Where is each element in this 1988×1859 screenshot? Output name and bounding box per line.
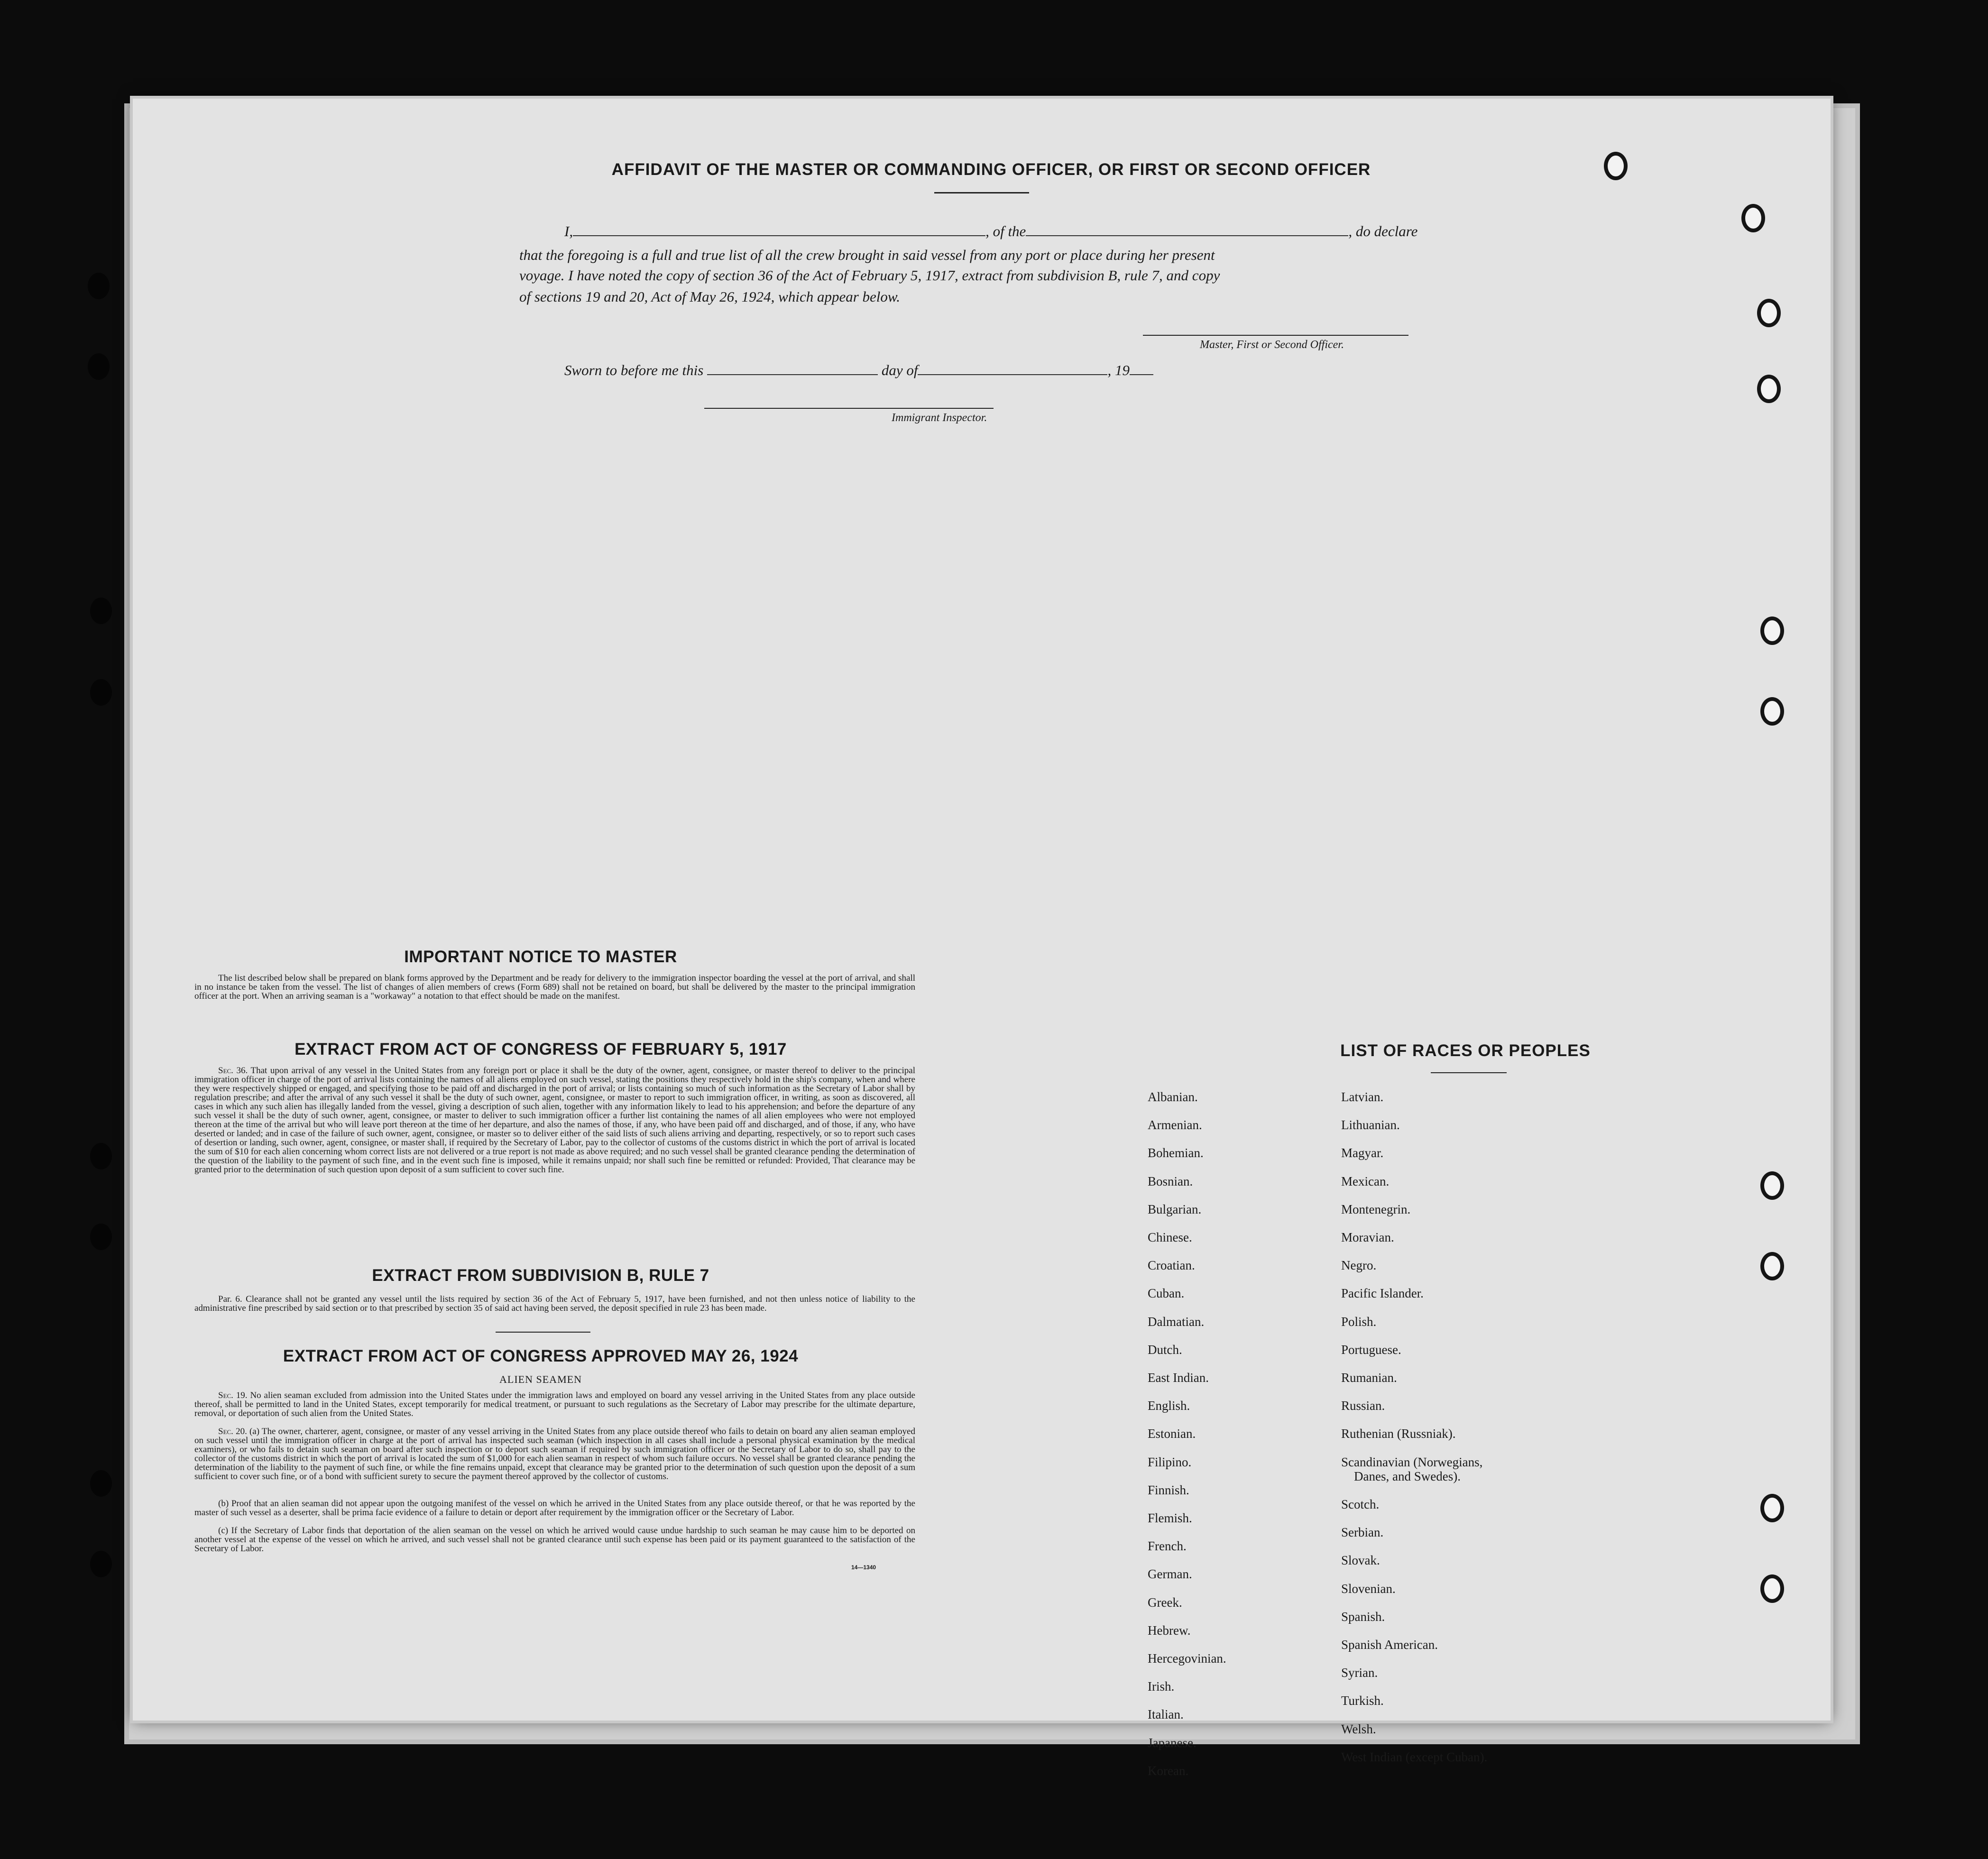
rule-7-title: EXTRACT FROM SUBDIVISION B, RULE 7 [372, 1266, 709, 1285]
punch-hole [90, 1470, 112, 1497]
race-item: Armenian. [1148, 1118, 1202, 1132]
punch-hole [90, 598, 112, 624]
race-item: East Indian. [1148, 1371, 1209, 1385]
document-page [133, 99, 1831, 1778]
race-item: French. [1148, 1539, 1187, 1554]
punch-hole [88, 353, 110, 380]
race-item: Portuguese. [1341, 1342, 1401, 1357]
sec-20a-text: (a) The owner, charterer, agent, consignee, or master of any vessel arriving in the United States from any place outside thereof who fails to detain on board any alien seaman employed on such vessel until the immigration officer in charge at the port of arrival has inspected such seaman (which inspection in all cases shall include a personal physical examination by the medical examiners), or who fails to detain such seaman on board after such inspection or to deport such seaman if required by such immigration officer or the Secretary of Labor to do so, shall pay to the collector of the customs district in which the port of arrival is located the sum of $1,000 for each alien seaman in respect of whom such failure occurs. No vessel shall be granted clearance pending the determination of the liability to the payment of such fine, or while the fine remains unpaid, except that clearance may be granted prior to the determination of such question upon the deposit of a sum sufficient to cover such fine, or of a bond with sufficient surety to secure the payment thereof approved by the collector of customs. [194, 1426, 915, 1482]
race-item: Magyar. [1341, 1146, 1384, 1160]
notice-text: The list described below shall be prepared on blank forms approved by the Department and be ready for delivery to the immigration inspector boarding the vessel at the port of arrival, and shall in no instance be taken from the vessel. The list of changes of alien members of crews (Form 689) shall not be retained on board, but shall be delivered by the master to the principal immigration officer at the port. When an arriving seaman is a "workaway" a notation to that effect should be made on the manifest. [194, 973, 915, 1001]
race-item: Latvian. [1341, 1090, 1384, 1104]
race-item: Dutch. [1148, 1342, 1182, 1357]
ring-hole [1760, 1252, 1784, 1280]
race-item: Hercegovinian. [1148, 1651, 1226, 1666]
vessel-blank [1026, 223, 1348, 236]
year-prefix: , 19 [1107, 362, 1130, 378]
race-item: Turkish. [1341, 1693, 1384, 1708]
affidavit-line-4: of sections 19 and 20, Act of May 26, 1924, which appear below. [519, 288, 901, 305]
sworn-to: Sworn to before me this [564, 362, 704, 378]
race-item: Negro. [1341, 1258, 1377, 1273]
race-item: Filipino. [1148, 1454, 1192, 1469]
ring-hole [1741, 204, 1765, 232]
race-item: Russian. [1341, 1399, 1385, 1413]
sec-36-text: That upon arrival of any vessel in the United States from any foreign port or place it shall be the duty of the owner, agent, consignee, or master thereof to deliver to the principal immigration officer in charge of the port of arrival lists containing the names of all aliens employed on such vessel, stating the positions they respectively hold in the ship's company, when and where they were respectively shipped or engaged, and specifying those to be paid off and discharged in the port of arrival; or lists containing so much of such information as the Secretary of Labor shall by regulation prescribe; and after the arrival of any such vessel it shall be the duty of such owner, agent, consignee, or master to report to such immigration officer, in writing, as soon as discovered, all cases in which any such alien has illegally landed from the vessel, giving a description of such alien, together with any information likely to lead to his apprehension; and before the departure of any such vessel it shall be the duty of such owner, agent, consignee, or master to deliver to such immigration officer a further list containing the names of all alien employees who were not employed thereon at the time of the arrival but who will leave port thereon at the time of her departure, and also the names of those, if any, who have been paid off and discharged, and of those, if any, who have deserted or landed; and in case of the failure of such owner, agent, consignee, or master so to deliver either of the said lists of such aliens arriving and departing, respectively, or so to report such cases of desertion or landing, such owner, agent, consignee, or master shall, if required by the Secretary of Labor, pay to the collector of customs of the customs district in which the port of arrival is located the sum of $10 for each alien concerning whom correct lists are not delivered or a true report is not made as above required; and no such vessel shall be granted clearance pending the determination of the question of the liability to the payment of such fine, and in the event such fine is imposed, while it remains unpaid; nor shall such fine be remitted or refunded: Provided, That clearance may be granted prior to the determination of such question upon deposit of a sum sufficient to cover such fine. [194, 1066, 915, 1175]
sworn-line [564, 362, 1153, 379]
affidavit-line-2: that the foregoing is a full and true list of all the crew brought in said vessel from any port or place during her present [519, 247, 1215, 263]
extract-1924-title: EXTRACT FROM ACT OF CONGRESS APPROVED MAY 26, 1924 [283, 1347, 799, 1365]
race-item: Mexican. [1341, 1174, 1390, 1188]
sec-19-text: No alien seaman excluded from admission into the United States under the immigration laws and employed on board any vessel arriving in the United States from any place outside thereof, shall be permitted to land in the United States, except temporarily for medical treatment, or pursuant to such regulations as the Secretary of Labor may prescribe for the ultimate departure, removal, or deportation of such alien from the United States. [194, 1390, 915, 1418]
ring-hole [1757, 375, 1781, 403]
race-item: Bosnian. [1148, 1174, 1193, 1188]
races-title: LIST OF RACES OR PEOPLES [1340, 1041, 1591, 1060]
punch-hole [90, 1224, 112, 1250]
race-item: Welsh. [1341, 1721, 1376, 1736]
race-item: Croatian. [1148, 1258, 1195, 1273]
sec-20a [194, 1427, 915, 1481]
extract-1917-text [194, 1066, 915, 1174]
master-caption: Master, First or Second Officer. [1200, 339, 1344, 351]
ring-hole [1760, 697, 1784, 726]
race-item: Bulgarian. [1148, 1202, 1202, 1216]
race-item: Japanese. [1148, 1735, 1196, 1750]
race-item: German. [1148, 1567, 1192, 1582]
race-item: Montenegrin. [1341, 1202, 1411, 1216]
affidavit-title: AFFIDAVIT OF THE MASTER OR COMMANDING OFFICER, OR FIRST OR SECOND OFFICER [611, 160, 1371, 179]
race-item: Slovenian. [1341, 1581, 1396, 1596]
affidavit-i: I, [564, 223, 573, 239]
notice-title: IMPORTANT NOTICE TO MASTER [404, 948, 677, 966]
ring-hole [1760, 1171, 1784, 1200]
race-item: Lithuanian. [1341, 1118, 1400, 1132]
race-item: Danes, and Swedes). [1354, 1469, 1461, 1483]
sec-20c: (c) If the Secretary of Labor finds that deportation of the alien seaman on the vessel on which he arrived would cause undue hardship to such seaman he may cause him to be deported on another vessel at the expense of the vessel on which he arrived, and such vessel shall not be granted clearance until such expense has been paid or its payment guaranteed to the satisfaction of the Secretary of Labor. [194, 1526, 915, 1554]
race-item: Scotch. [1341, 1497, 1380, 1511]
sec-19 [194, 1391, 915, 1418]
race-item: Slovak. [1341, 1553, 1380, 1568]
punch-hole [88, 273, 110, 299]
sec-20b: (b) Proof that an alien seaman did not appear upon the outgoing manifest of the vessel on which he arrived in the United States from any place outside thereof, or that he was reported by the master of such vessel as a deserter, shall be prima facie evidence of a failure to detain or deport after requirement by the immigration officer or the Secretary of Labor. [194, 1499, 915, 1518]
race-item: Albanian. [1148, 1090, 1198, 1104]
race-item: Syrian. [1341, 1666, 1378, 1680]
race-item: Finnish. [1148, 1482, 1189, 1497]
race-item: Ruthenian (Russniak). [1341, 1426, 1456, 1441]
title-divider [934, 192, 1029, 193]
race-item: Spanish. [1341, 1609, 1385, 1624]
month-blank [918, 362, 1107, 375]
inspector-caption: Immigrant Inspector. [892, 412, 987, 424]
punch-hole [90, 1143, 112, 1169]
race-item: Chinese. [1148, 1230, 1192, 1244]
affidavit-line-1 [564, 223, 1417, 240]
race-item: Italian. [1148, 1707, 1184, 1722]
race-item: Cuban. [1148, 1286, 1185, 1301]
ring-hole [1604, 152, 1628, 180]
day-of: day of [881, 362, 918, 378]
sec-19-label: Sec. 19. [218, 1390, 248, 1400]
affidavit-do-declare: , do declare [1348, 223, 1418, 239]
extract-1917-title: EXTRACT FROM ACT OF CONGRESS OF FEBRUARY 5, 1917 [295, 1040, 787, 1058]
name-blank [573, 223, 985, 236]
race-item: Dalmatian. [1148, 1314, 1205, 1329]
race-item: Irish. [1148, 1679, 1175, 1694]
ring-hole [1757, 299, 1781, 327]
race-item: Polish. [1341, 1314, 1377, 1329]
race-item: Estonian. [1148, 1426, 1196, 1441]
races-divider [1431, 1072, 1507, 1073]
master-signature-line [1143, 335, 1408, 336]
ring-hole [1760, 617, 1784, 645]
rule-7-text: Par. 6. Clearance shall not be granted any vessel until the lists required by section 36 of the Act of February 5, 1917, have been furnished, and not then unless notice of liability to the administrative fine prescribed by said section or to that prescribed by section 35 of said act having been served, the deposit specified in rule 23 has been made. [194, 1294, 915, 1313]
form-number: 14—1340 [851, 1564, 876, 1571]
race-item: Bohemian. [1148, 1146, 1204, 1160]
punch-hole [90, 1551, 112, 1577]
race-item: West Indian (except Cuban). [1341, 1749, 1488, 1764]
race-item: Hebrew. [1148, 1623, 1191, 1638]
section-divider [496, 1332, 590, 1333]
race-item: Serbian. [1341, 1525, 1384, 1540]
inspector-signature-line [704, 408, 994, 409]
affidavit-of-the: , of the [985, 223, 1026, 239]
alien-seamen-subtitle: ALIEN SEAMEN [499, 1373, 582, 1385]
race-item: Spanish American. [1341, 1638, 1438, 1652]
race-item: Korean. [1148, 1763, 1189, 1778]
sec-36-label: Sec. 36. [218, 1066, 248, 1076]
race-item: Pacific Islander. [1341, 1286, 1424, 1301]
affidavit-line-3: voyage. I have noted the copy of section 36 of the Act of February 5, 1917, extract from subdivision B, rule 7, and copy [519, 267, 1220, 284]
race-item: Flemish. [1148, 1511, 1192, 1525]
year-blank [1130, 362, 1153, 375]
day-blank [707, 362, 878, 375]
ring-hole [1760, 1574, 1784, 1603]
race-item: Scandinavian (Norwegians, [1341, 1454, 1483, 1469]
punch-hole [90, 679, 112, 706]
race-item: Rumanian. [1341, 1371, 1397, 1385]
race-item: English. [1148, 1399, 1190, 1413]
race-item: Greek. [1148, 1595, 1182, 1610]
ring-hole [1760, 1494, 1784, 1522]
race-item: Moravian. [1341, 1230, 1394, 1244]
sec-20-label: Sec. 20. [218, 1426, 247, 1436]
